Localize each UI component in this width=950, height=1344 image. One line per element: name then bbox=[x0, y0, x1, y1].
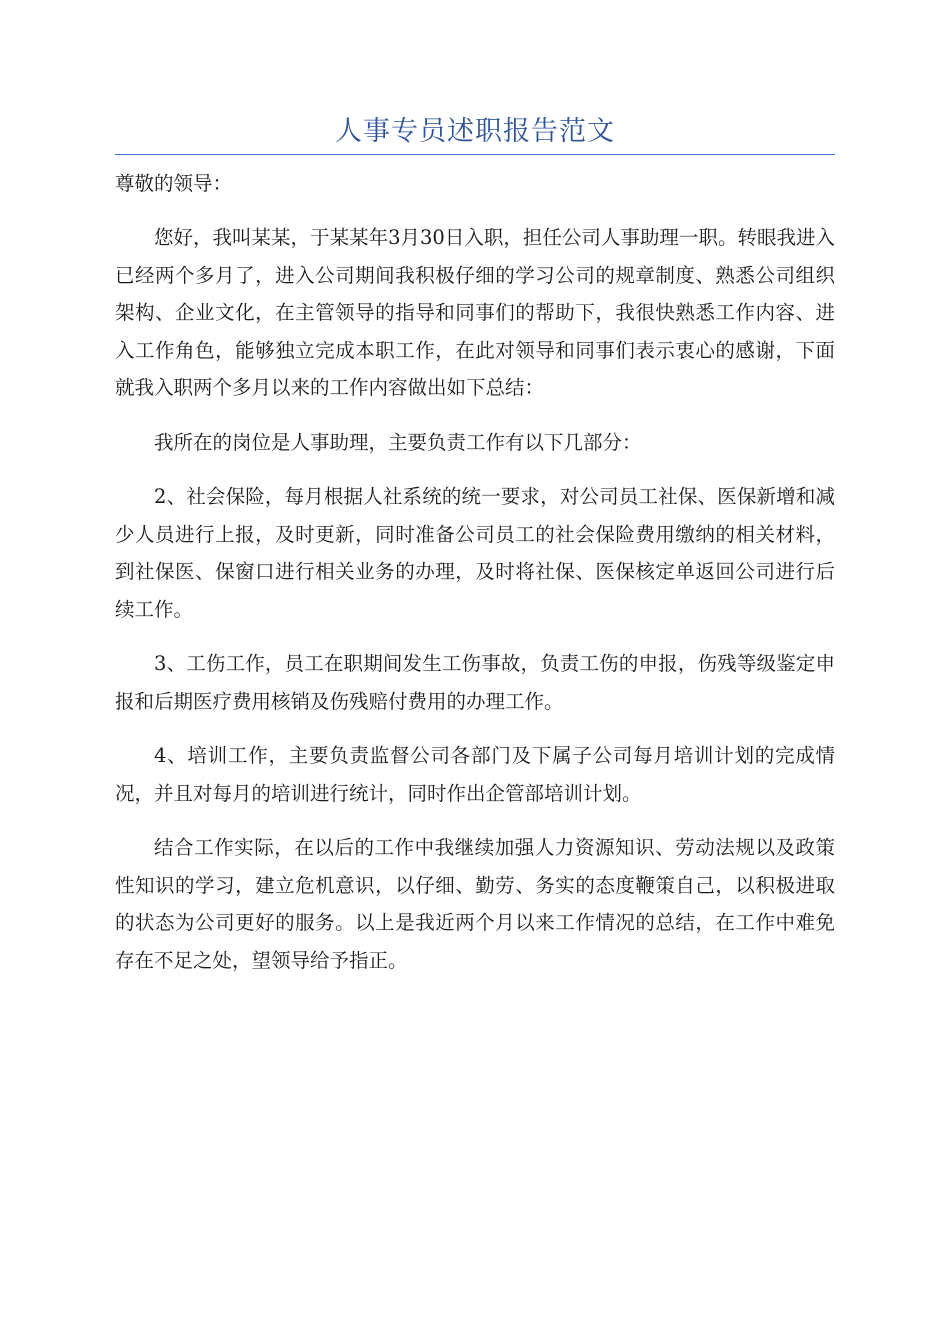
paragraph-social-insurance: 2、社会保险，每月根据人社系统的统一要求，对公司员工社保、医保新增和减少人员进行上报，及时更新，同时准备公司员工的社会保险费用缴纳的相关材料，到社保医、保窗口进行相关业务的办理，及时将社保、医保核定单返回公司进行后续工作。 bbox=[115, 485, 835, 621]
paragraph-work-injury: 3、工伤工作，员工在职期间发生工伤事故，负责工伤的申报，伤残等级鉴定申报和后期医疗费用核销及伤残赔付费用的办理工作。 bbox=[115, 652, 835, 713]
title-underline bbox=[115, 154, 835, 155]
paragraph-training: 4、培训工作，主要负责监督公司各部门及下属子公司每月培训计划的完成情况，并且对每月的培训进行统计，同时作出企管部培训计划。 bbox=[115, 744, 835, 805]
salutation: 尊敬的领导： bbox=[115, 172, 233, 195]
paragraph-introduction: 您好，我叫某某，于某某年3月30日入职，担任公司人事助理一职。转眼我进入已经两个多月了，进入公司期间我积极仔细的学习公司的规章制度、熟悉公司组织架构、企业文化，在主管领导的指导和同事们的帮助下，我很快熟悉工作内容、进入工作角色，能够独立完成本职工作，在此对领导和同事们表示衷心的感谢，下面就我入职两个多月以来的工作内容做出如下总结： bbox=[115, 226, 835, 399]
document-page bbox=[115, 112, 835, 979]
paragraph-conclusion: 结合工作实际，在以后的工作中我继续加强人力资源知识、劳动法规以及政策性知识的学习，建立危机意识，以仔细、勤劳、务实的态度鞭策自己，以积极进取的状态为公司更好的服务。以上是我近两个月以来工作情况的总结，在工作中难免存在不足之处，望领导给予指正。 bbox=[115, 836, 835, 972]
document-title: 人事专员述职报告范文 bbox=[335, 116, 615, 147]
paragraph-duties-overview: 我所在的岗位是人事助理，主要负责工作有以下几部分： bbox=[154, 430, 642, 454]
